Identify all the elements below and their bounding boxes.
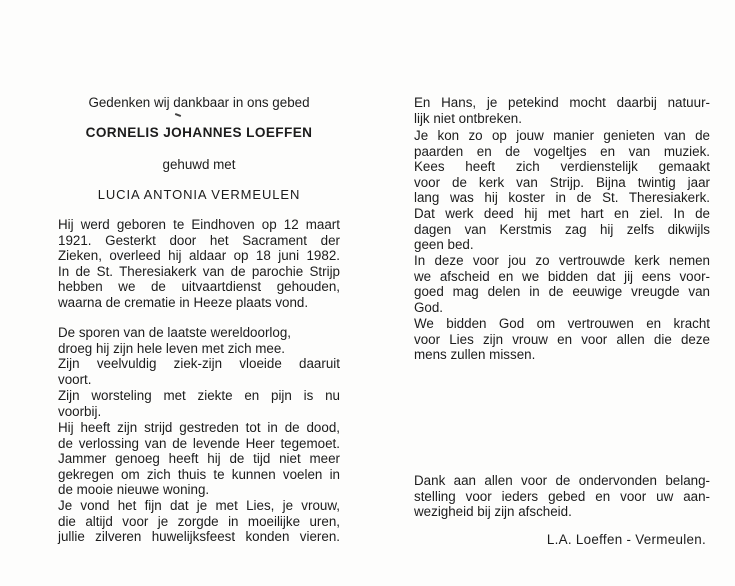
text-line: de mooie nieuwe woning. xyxy=(58,482,210,498)
text-line: lijk niet ontbreken. xyxy=(414,110,522,126)
signature: L.A. Loeffen - Vermeulen. xyxy=(546,532,706,547)
deceased-name: CORNELIS JOHANNES LOEFFEN xyxy=(85,125,313,140)
text-line: lang was hij koster in de St. Theresiakerk. xyxy=(414,190,710,206)
kees-paragraph xyxy=(414,128,710,253)
text-line: 1921. Gesterkt door het Sacrament der xyxy=(58,232,340,248)
text-line: jullie zilveren huwelijksfeest konden vieren. xyxy=(58,529,340,545)
struggle-paragraph xyxy=(58,388,340,419)
lies-paragraph xyxy=(58,498,340,545)
spouse-name: LUCIA ANTONIA VERMEULEN xyxy=(97,187,301,202)
hans-paragraph xyxy=(414,95,710,126)
intro-line: Gedenken wij dankbaar in ons gebed xyxy=(88,95,310,110)
text-line: gekregen om zich thuis te kunnen voelen in xyxy=(58,466,340,482)
bio-paragraph xyxy=(58,217,340,311)
married-line: gehuwd met xyxy=(162,157,236,172)
text-line: we afscheid en we bidden dat jij eens voor- xyxy=(414,268,710,284)
text-line: Hij werd geboren te Eindhoven op 12 maart xyxy=(58,217,340,232)
text-line: Dat werk deed hij met hart en ziel. In de xyxy=(414,205,710,221)
text-line: voor Lies zijn vrouw en voor allen die deze xyxy=(414,331,710,347)
text-line: de verlossing van de levende Heer tegemoet. xyxy=(58,435,340,451)
text-line: Hij heeft zijn strijd gestreden tot in de dood, xyxy=(58,420,340,435)
text-line: En Hans, je petekind mocht daarbij natuur- xyxy=(414,95,710,110)
text-line: hebben we de uitvaartdienst gehouden, xyxy=(58,279,340,295)
text-line: stelling voor ieders gebed en voor uw aan- xyxy=(414,488,710,504)
text-line: wezigheid bij zijn afscheid. xyxy=(414,504,572,520)
text-line: voor de kerk van Strijp. Bijna twintig jaar xyxy=(414,174,710,190)
prayer-paragraph xyxy=(414,316,710,363)
text-line: In de St. Theresiakerk van de parochie Strijp xyxy=(58,263,340,279)
thanks-paragraph xyxy=(414,473,710,520)
text-line: droeg hij zijn hele leven met zich mee. xyxy=(58,340,286,356)
war-paragraph xyxy=(58,325,340,387)
text-line: geen bed. xyxy=(414,237,474,253)
text-line: Dank aan allen voor de ondervonden belang- xyxy=(414,473,710,488)
text-line: dagen van Kerstmis zag hij zelfs dikwijls xyxy=(414,221,710,237)
text-line: Kees heeft zich verdienstelijk gemaakt xyxy=(414,159,710,175)
text-line: waarna de crematie in Heeze plaats vond. xyxy=(58,294,309,310)
text-line: voort. xyxy=(58,371,92,387)
text-line: Zijn veelvuldig ziek-zijn vloeide daaruit xyxy=(58,356,340,372)
text-line: In deze voor jou zo vertrouwde kerk nemen xyxy=(414,253,710,268)
text-line: mens zullen missen. xyxy=(414,347,536,363)
text-line: goed mag delen in de eeuwige vreugde van xyxy=(414,284,710,300)
text-line: voorbij. xyxy=(58,403,102,419)
text-line: paarden en de vogeltjes en van muziek. xyxy=(414,143,710,159)
text-line: God. xyxy=(414,299,444,315)
text-line: die altijd voor je zorgde in moeilijke uren, xyxy=(58,513,340,529)
text-line: Je kon zo op jouw manier genieten van de xyxy=(414,128,710,143)
text-line: Je vond het fijn dat je met Lies, je vrouw, xyxy=(58,498,340,513)
text-line: We bidden God om vertrouwen en kracht xyxy=(414,316,710,331)
text-line: Zieken, overleed hij aldaar op 18 juni 1982. xyxy=(58,248,340,264)
farewell-paragraph xyxy=(414,253,710,315)
print-mark xyxy=(175,113,181,117)
strife-paragraph xyxy=(58,420,340,498)
text-line: De sporen van de laatste wereldoorlog, xyxy=(58,325,291,340)
text-line: Zijn worsteling met ziekte en pijn is nu xyxy=(58,388,340,403)
text-line: Jammer genoeg heeft hij de tijd niet meer xyxy=(58,451,340,467)
